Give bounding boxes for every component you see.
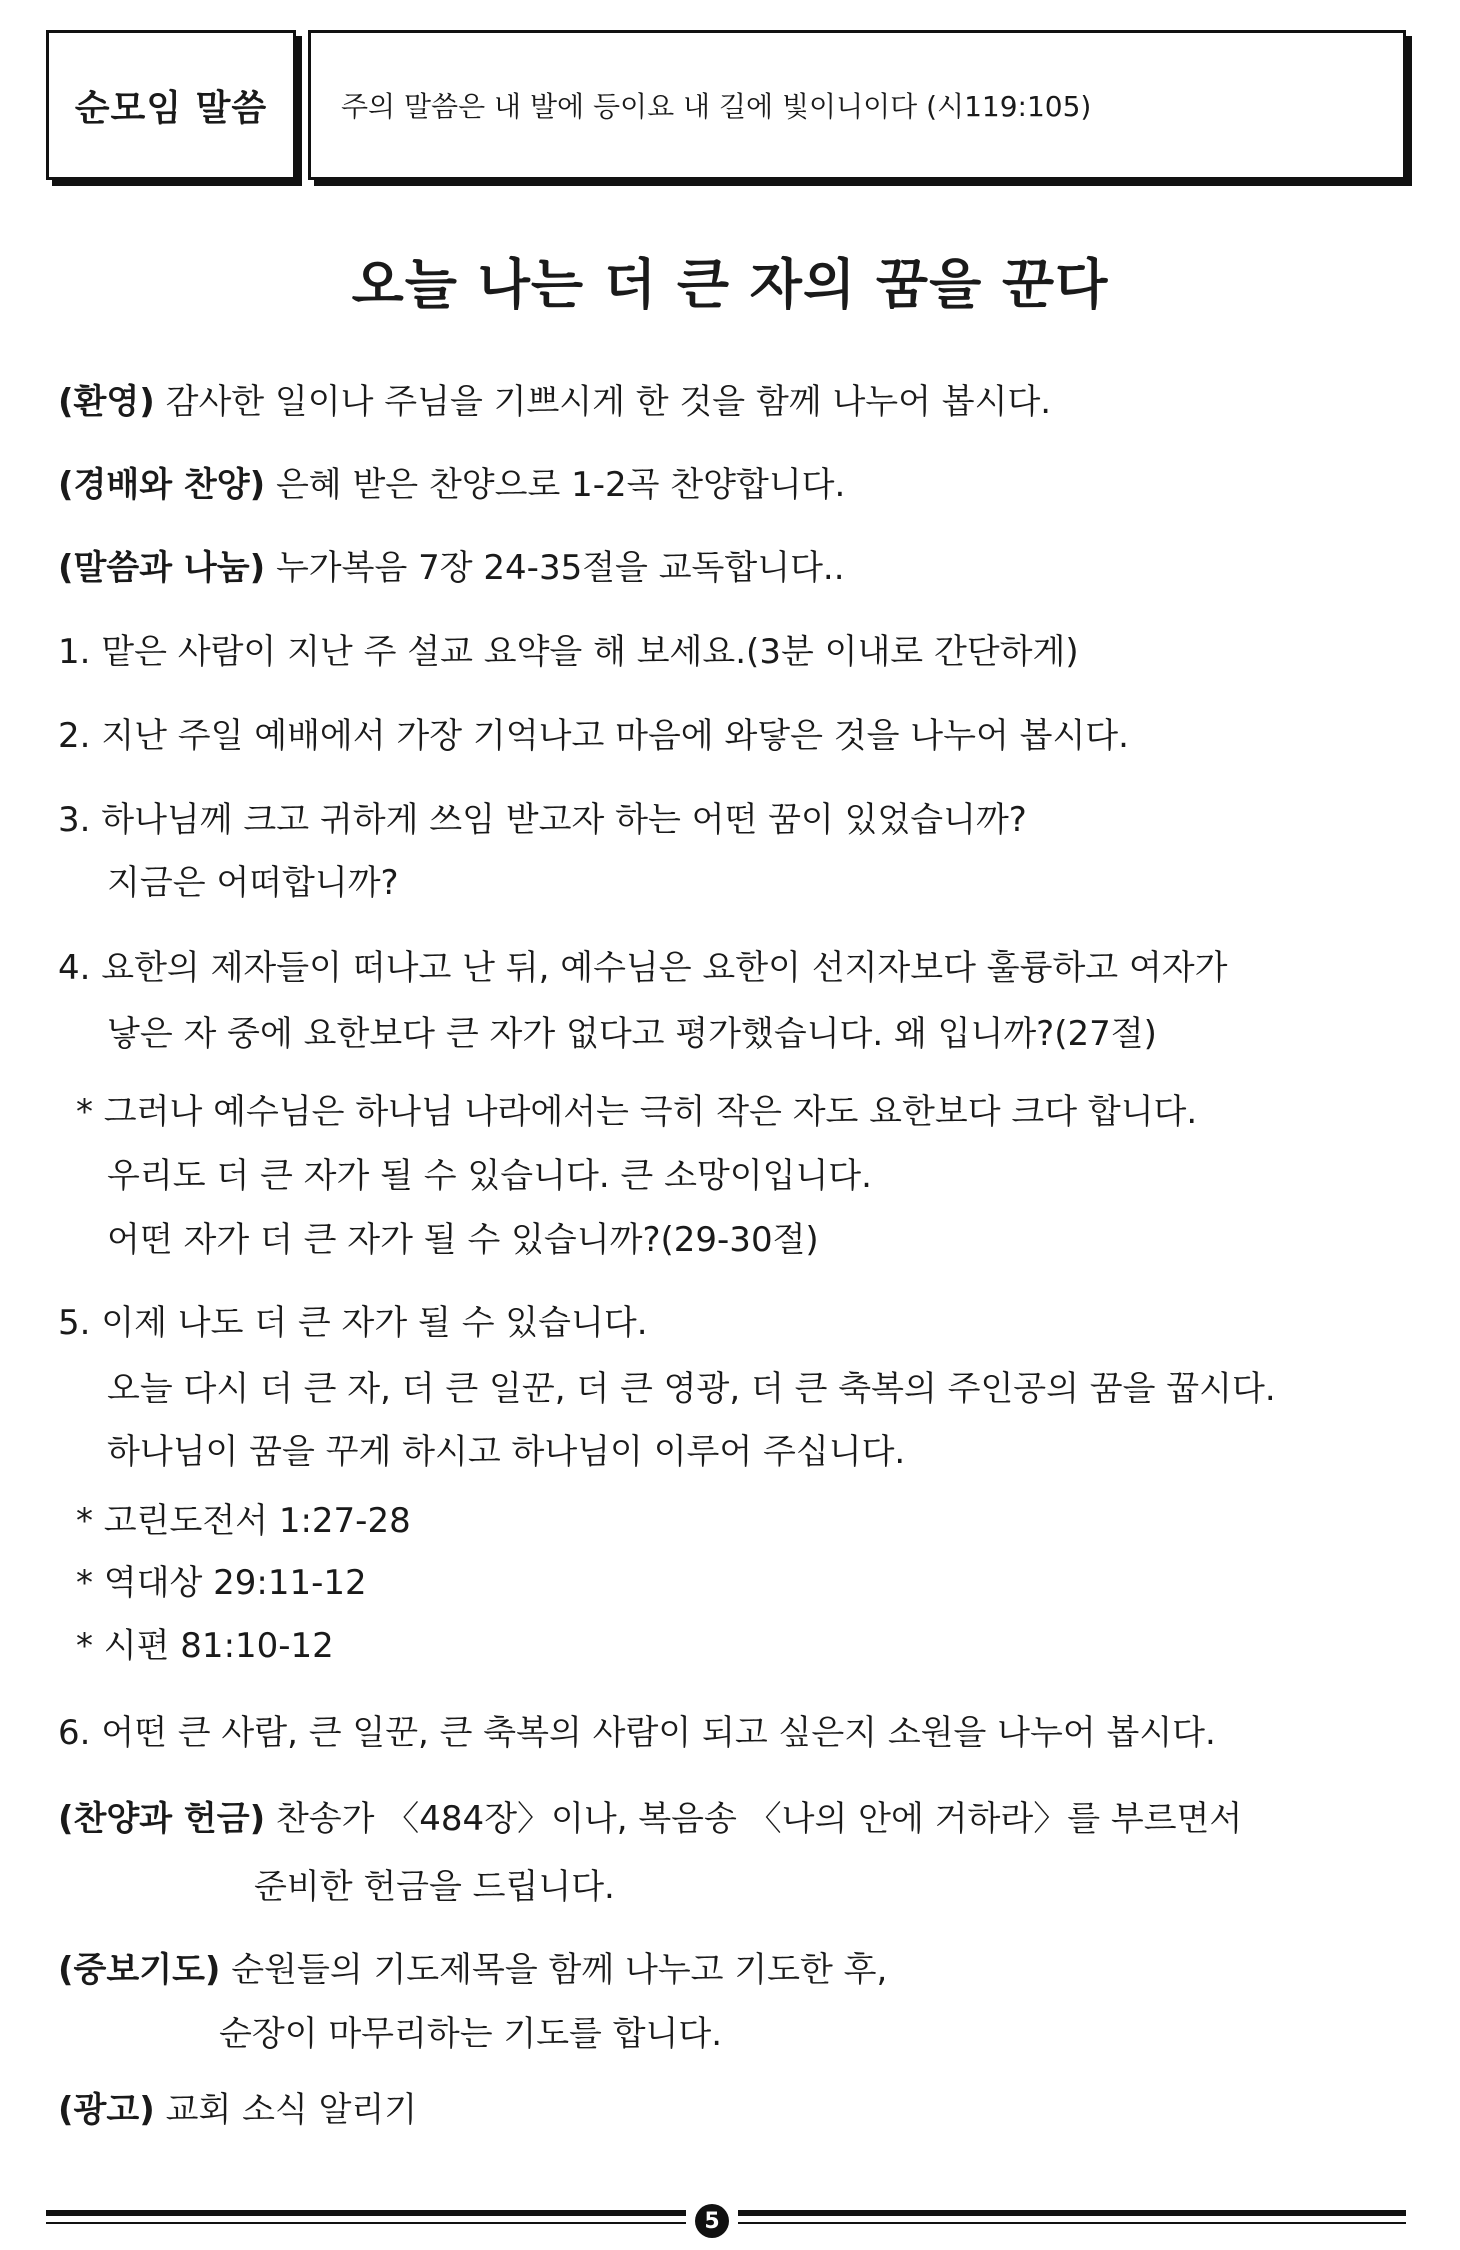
worship-tag: (경배와 찬양) (58, 465, 266, 505)
question-4: 4. 요한의 제자들이 떠나고 난 뒤, 예수님은 요한이 선지자보다 훌륭하고 여자가 (58, 948, 1228, 988)
word-tag: (말씀과 나눔) (58, 548, 266, 588)
offering-cont: 준비한 헌금을 드립니다. (254, 1867, 615, 1907)
notice-text: 교회 소식 알리기 (165, 2090, 418, 2130)
welcome-tag: (환영) (58, 382, 155, 422)
scripture-ref: * 역대상 29:11-12 (76, 1563, 367, 1603)
footer-rule-right (738, 2210, 1406, 2216)
footer-rule-right-thin (738, 2222, 1406, 2224)
question-5-cont: 하나님이 꿈을 꾸게 하시고 하나님이 이루어 주십니다. (107, 1432, 906, 1472)
welcome-line (58, 382, 1051, 422)
notice-line (58, 2090, 417, 2130)
offering-text: 찬송가 〈484장〉이나, 복음송 〈나의 안에 거하라〉를 부르면서 (275, 1799, 1243, 1839)
footer-rule-left (46, 2210, 686, 2216)
question-1: 1. 맡은 사람이 지난 주 설교 요약을 해 보세요.(3분 이내로 간단하게) (58, 632, 1079, 672)
question-6: 6. 어떤 큰 사람, 큰 일꾼, 큰 축복의 사람이 되고 싶은지 소원을 나누어 봅시다. (58, 1713, 1216, 1753)
offering-tag: (찬양과 헌금) (58, 1799, 266, 1839)
question-4-note: * 그러나 예수님은 하나님 나라에서는 극히 작은 자도 요한보다 크다 합니다. (76, 1092, 1198, 1132)
worship-line (58, 465, 845, 505)
question-5-cont: 오늘 다시 더 큰 자, 더 큰 일꾼, 더 큰 영광, 더 큰 축복의 주인공의 꿈을 꿉시다. (107, 1369, 1276, 1409)
word-text: 누가복음 7장 24-35절을 교독합니다.. (275, 548, 845, 588)
footer-rule-left-thin (46, 2222, 686, 2224)
question-5: 5. 이제 나도 더 큰 자가 될 수 있습니다. (58, 1303, 648, 1343)
question-3: 3. 하나님께 크고 귀하게 쓰임 받고자 하는 어떤 꿈이 있었습니까? (58, 800, 1027, 840)
question-3-cont: 지금은 어떠합니까? (107, 863, 399, 903)
question-2: 2. 지난 주일 예배에서 가장 기억나고 마음에 와닿은 것을 나누어 봅시다. (58, 716, 1129, 756)
prayer-line (58, 1950, 887, 1990)
prayer-text: 순원들의 기도제목을 함께 나누고 기도한 후, (231, 1950, 888, 1990)
offering-line (58, 1799, 1242, 1839)
question-4-cont: 낳은 자 중에 요한보다 큰 자가 없다고 평가했습니다. 왜 입니까?(27절) (107, 1014, 1157, 1054)
header-verse-box (308, 30, 1406, 180)
question-4-note-cont: 우리도 더 큰 자가 될 수 있습니다. 큰 소망이입니다. (107, 1156, 872, 1196)
notice-tag: (광고) (58, 2090, 155, 2130)
page-title: 오늘 나는 더 큰 자의 꿈을 꾼다 (351, 253, 1109, 316)
scripture-ref: * 고린도전서 1:27-28 (76, 1501, 411, 1541)
header-label: 순모임 말씀 (74, 87, 268, 129)
welcome-text: 감사한 일이나 주님을 기쁘시게 한 것을 함께 나누어 봅시다. (165, 382, 1052, 422)
header-label-box (46, 30, 296, 180)
prayer-cont: 순장이 마무리하는 기도를 합니다. (219, 2014, 723, 2054)
question-4-note-cont: 어떤 자가 더 큰 자가 될 수 있습니까?(29-30절) (107, 1220, 819, 1260)
scripture-ref: * 시편 81:10-12 (76, 1626, 334, 1666)
prayer-tag: (중보기도) (58, 1950, 221, 1990)
page-number: 5 (695, 2204, 729, 2238)
header-verse: 주의 말씀은 내 발에 등이요 내 길에 빛이니이다 (시119:105) (341, 90, 1092, 123)
worship-text: 은혜 받은 찬양으로 1-2곡 찬양합니다. (275, 465, 846, 505)
word-line (58, 548, 845, 588)
